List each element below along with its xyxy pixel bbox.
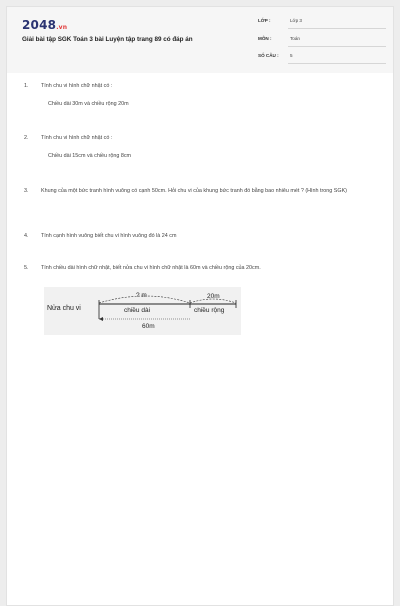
question-text: Tính chu vi hình chữ nhật có : (41, 83, 113, 89)
total-label: 60m (142, 323, 155, 330)
width-label: chiều rộng (194, 307, 225, 314)
site-logo[interactable]: 2048.vn (22, 18, 68, 32)
question-number: 4. (24, 233, 29, 239)
question-detail: Chiều dài 30m và chiều rộng 20m (48, 101, 129, 107)
question-number: 1. (24, 83, 29, 89)
total-arrowhead-icon (99, 317, 103, 321)
left-label: Nửa chu vi (47, 305, 81, 312)
diagram-svg (44, 287, 241, 335)
question-number: 5. (24, 265, 29, 271)
meta-grade-label: LỚP : (258, 18, 271, 23)
document-page (6, 6, 394, 606)
question-detail: Chiều dài 15cm và chiều rộng 8cm (48, 153, 131, 159)
width-value-label: 20m (207, 293, 220, 300)
question-text: Khung của một bức tranh hình vuông có cạnh 50cm. Hỏi chu vi của khung bức tranh đó bằng bao nhiêu mét ? (Hình trong SGK) (41, 188, 347, 194)
document-header (7, 7, 393, 73)
meta-count-label: SỐ CÂU : (258, 53, 279, 58)
question-number: 3. (24, 188, 29, 194)
question-text: Tính chiều dài hình chữ nhật, biết nửa chu vi hình chữ nhật là 60m và chiều rộng của 20cm. (41, 265, 261, 271)
meta-grade-value: Lớp 3 (290, 18, 302, 23)
length-label: chiều dài (124, 307, 151, 314)
question-number: 2. (24, 135, 29, 141)
question-text: Tính chu vi hình chữ nhật có : (41, 135, 113, 141)
unknown-label: ? m (136, 292, 147, 299)
meta-subject-label: MÔN : (258, 36, 272, 41)
meta-subject-value: Toán (290, 36, 300, 41)
half-perimeter-diagram (44, 287, 241, 335)
meta-count-value: 5 (290, 53, 293, 58)
question-text: Tính cạnh hình vuông biết chu vi hình vuông đó là 24 cm (41, 233, 177, 239)
document-title: Giải bài tập SGK Toán 3 bài Luyện tập trang 89 có đáp án (22, 36, 193, 43)
